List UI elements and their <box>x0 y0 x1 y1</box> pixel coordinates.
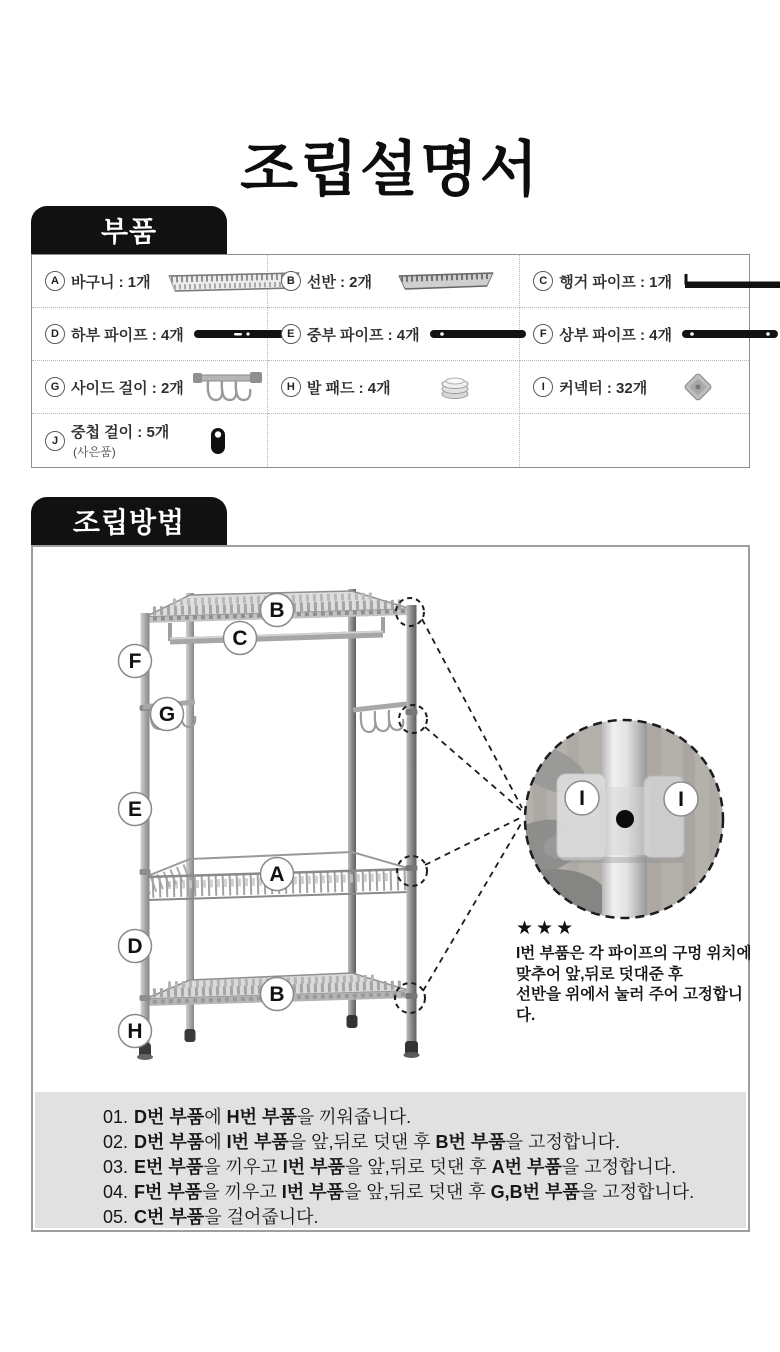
stars-icon: ★★★ <box>516 918 577 939</box>
step-segment: I번 부품 <box>281 1182 344 1202</box>
part-cell-empty <box>268 414 520 467</box>
page-title: 조립설명서 <box>240 136 540 204</box>
part-label: 커넥터 : 32개 <box>559 379 648 397</box>
step-segment: 을 끼워줍니다. <box>296 1107 412 1127</box>
part-label: 선반 : 2개 <box>306 273 372 291</box>
step-number: 03. <box>103 1157 129 1177</box>
connector-note <box>516 917 752 1026</box>
side-hooks-right <box>353 704 407 732</box>
step-segment: E번 부품 <box>134 1157 204 1177</box>
part-letter-badge: F <box>533 324 553 344</box>
parts-section-tab <box>31 206 227 254</box>
step-number: 02. <box>103 1132 129 1152</box>
label-D <box>119 930 152 963</box>
step-1 <box>103 1105 746 1130</box>
label-G <box>151 698 184 731</box>
step-segment: 을 고정합니다. <box>561 1157 677 1177</box>
step-segment: F번 부품 <box>134 1182 203 1202</box>
label-E <box>119 793 152 826</box>
step-segment: A번 부품 <box>491 1157 562 1177</box>
detail-label-I-right <box>664 782 698 816</box>
part-letter-badge: A <box>45 271 65 291</box>
step-2 <box>103 1130 746 1155</box>
part-cell-G <box>32 361 268 414</box>
label-C <box>224 622 257 655</box>
foot-pad-icon <box>429 374 481 401</box>
step-segment: 을 앞,뒤로 덧댄 후 <box>344 1157 492 1177</box>
steps-list <box>35 1092 746 1228</box>
step-4 <box>103 1180 746 1205</box>
step-5 <box>103 1205 746 1230</box>
part-letter-badge: G <box>45 377 65 397</box>
part-cell-C <box>520 255 749 308</box>
step-segment: 을 걸어줍니다. <box>204 1207 319 1227</box>
svg-text:I: I <box>579 787 585 810</box>
part-letter-badge: J <box>45 431 65 451</box>
part-cell-I <box>520 361 749 414</box>
part-note: (사은품) <box>73 445 116 459</box>
step-segment: 을 앞,뒤로 덧댄 후 <box>343 1182 491 1202</box>
parts-table <box>31 254 750 468</box>
svg-text:B: B <box>269 599 285 622</box>
part-letter-badge: D <box>45 324 65 344</box>
part-letter-badge: B <box>281 271 301 291</box>
shelf-icon <box>383 268 509 294</box>
svg-text:G: G <box>158 703 176 726</box>
step-segment: D번 부품 <box>134 1132 205 1152</box>
part-label: 중부 파이프 : 4개 <box>306 326 420 344</box>
label-B-top <box>261 594 294 627</box>
label-A <box>261 858 294 891</box>
step-segment: 을 끼우고 <box>203 1157 283 1177</box>
part-label: 사이드 걸이 : 2개 <box>71 379 184 397</box>
method-section-tab <box>31 497 227 545</box>
svg-text:D: D <box>127 935 143 958</box>
step-segment: D번 부품 <box>134 1107 205 1127</box>
label-B-bottom <box>261 978 294 1011</box>
label-H <box>119 1015 152 1048</box>
svg-text:E: E <box>127 798 143 821</box>
pipe-e-icon <box>420 327 536 341</box>
svg-text:C: C <box>232 627 248 650</box>
hanger-pipe-icon <box>672 270 780 292</box>
method-tab-label: 조립방법 <box>72 507 186 538</box>
part-label: 상부 파이프 : 4개 <box>559 326 672 344</box>
step-3 <box>103 1155 746 1180</box>
part-label: 행거 파이프 : 1개 <box>559 273 672 291</box>
step-segment: 을 고정합니다. <box>505 1132 621 1152</box>
tag-icon <box>201 426 235 456</box>
pipe-hole <box>616 810 634 828</box>
svg-text:H: H <box>127 1020 143 1043</box>
part-cell-A <box>32 255 268 308</box>
step-segment: H번 부품 <box>226 1107 297 1127</box>
label-F <box>119 645 152 678</box>
part-cell-J <box>32 414 268 467</box>
svg-text:A: A <box>269 863 285 886</box>
step-segment: B번 부품 <box>435 1132 506 1152</box>
step-segment: 을 고정합니다. <box>579 1182 695 1202</box>
step-segment: 에 <box>204 1107 227 1127</box>
connector-detail-view <box>494 720 725 929</box>
part-cell-empty <box>520 414 749 467</box>
step-segment: I번 부품 <box>282 1157 345 1177</box>
step-segment: 을 앞,뒤로 덧댄 후 <box>288 1132 436 1152</box>
part-cell-H <box>268 361 520 414</box>
part-cell-B <box>268 255 520 308</box>
note-line: 맞추어 앞,뒤로 덧대준 후 <box>516 965 683 983</box>
part-label: 중첩 걸이 : 5개 <box>71 424 170 441</box>
part-letter-badge: H <box>281 377 301 397</box>
part-label: 하부 파이프 : 4개 <box>71 326 184 344</box>
step-segment: 에 <box>204 1132 227 1152</box>
part-label: 발 패드 : 4개 <box>306 379 391 397</box>
part-letter-badge: I <box>533 377 553 397</box>
step-segment: C번 부품 <box>134 1207 205 1227</box>
part-cell-D <box>32 308 268 361</box>
part-cell-E <box>268 308 520 361</box>
note-line: 선반을 위에서 눌러 주어 고정합니다. <box>516 986 743 1024</box>
step-number: 04. <box>103 1182 129 1202</box>
side-hook-icon <box>184 367 272 407</box>
parts-tab-label: 부품 <box>100 216 158 247</box>
part-cell-F <box>520 308 749 361</box>
step-segment: 을 끼우고 <box>202 1182 282 1202</box>
pipe-f-icon <box>672 327 780 341</box>
step-number: 05. <box>103 1207 129 1227</box>
part-letter-badge: E <box>281 324 301 344</box>
svg-text:I: I <box>678 788 684 811</box>
step-number: 01. <box>103 1107 129 1127</box>
part-label: 바구니 : 1개 <box>71 273 151 291</box>
svg-text:B: B <box>269 983 285 1006</box>
note-line: I번 부품은 각 파이프의 구멍 위치에 <box>516 945 752 962</box>
assembly-method-box <box>31 545 750 1232</box>
detail-label-I-left <box>565 781 599 815</box>
part-letter-badge: C <box>533 271 553 291</box>
connector-icon <box>672 369 724 405</box>
step-segment: I번 부품 <box>226 1132 289 1152</box>
step-segment: G,B번 부품 <box>490 1182 580 1202</box>
svg-text:F: F <box>128 650 142 673</box>
